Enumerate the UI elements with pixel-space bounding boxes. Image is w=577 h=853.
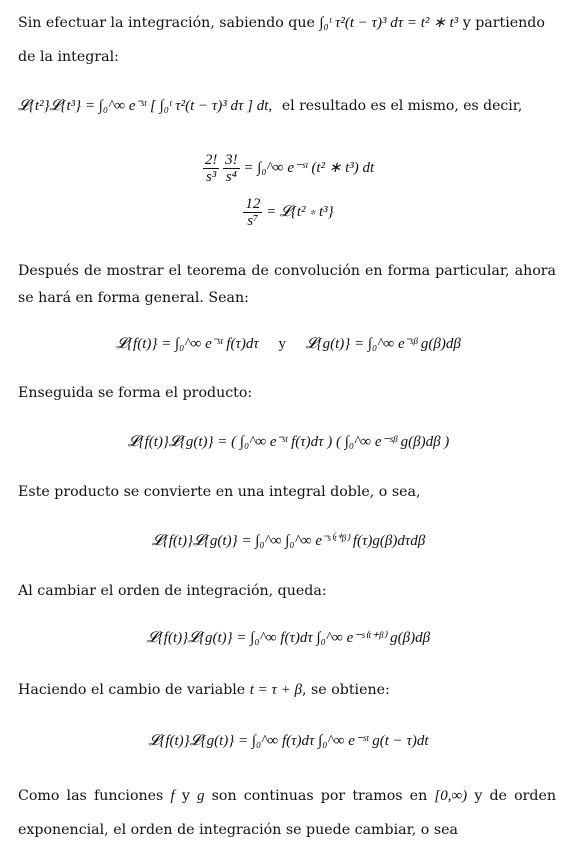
equation-cambio-formula: 𝓛{f(t)}𝓛{g(t)} = ∫₀^∞ f(τ)dτ ∫₀^∞ e⁻ˢᵗ g(t − τ)dt: [148, 733, 429, 749]
equation-doble-formula: 𝓛{f(t)}𝓛{g(t)} = ∫₀^∞ ∫₀^∞ e⁻ˢ⁽ᵗ⁺ᵝ⁾ f(τ)g(β)dτdβ: [151, 533, 426, 549]
equation-result-2: [0, 196, 577, 229]
equation-intro: [18, 92, 558, 120]
paragraph-final: [18, 779, 556, 847]
equation-orden-formula: 𝓛{f(t)}𝓛{g(t)} = ∫₀^∞ f(τ)dτ ∫₀^∞ e⁻ˢ⁽ᵗ⁺ᵝ⁾ g(β)dβ: [146, 630, 431, 646]
final-interval: [0,∞): [434, 788, 468, 804]
fraction-2-factorial: $\frac{2!}{\text{s³}}$: [204, 152, 218, 185]
equation-result-1: [0, 152, 577, 185]
final-f: f: [170, 788, 175, 804]
final-text-after: y de orden exponencial, el orden de integración se puede cambiar, o sea: [18, 788, 557, 838]
equation-result-2-rhs: = 𝓛{t² ∗ t³}: [266, 203, 334, 220]
paragraph-producto: Enseguida se forma el producto:: [18, 385, 253, 401]
intro-text-before: Sin efectuar la integración, sabiendo que: [18, 15, 315, 31]
equation-orden: [0, 624, 577, 652]
intro-text-after: y partiendo: [462, 15, 545, 31]
final-y: y: [181, 788, 190, 804]
paragraph-orden: Al cambiar el orden de integración, queda:: [18, 583, 327, 599]
equation-doble: [0, 527, 577, 555]
equation-producto: [0, 428, 577, 456]
equation-producto-formula: 𝓛{f(t)}𝓛{g(t)} = ( ∫₀^∞ e⁻ˢᵗ f(τ)dτ ) ( ∫₀^∞ e⁻ˢᵝ g(β)dβ ): [127, 434, 450, 450]
fraction-12: $\frac{12}{\text{s⁷}}$: [245, 196, 261, 229]
fraction-3-factorial: $\frac{3!}{\text{s⁴}}$: [225, 152, 238, 185]
intro-paragraph: [18, 6, 556, 74]
equation-intro-note: el resultado es el mismo, es decir,: [281, 98, 523, 114]
final-text-mid: son continuas por tramos en: [211, 788, 428, 804]
equation-intro-formula: 𝓛{t²}𝓛{t³} = ∫₀^∞ e⁻ˢᵗ [ ∫₀ᵗ τ²(t − τ)³ dτ ] dt,: [18, 98, 273, 114]
paragraph-cambio: [18, 673, 556, 707]
paragraph-general: Después de mostrar el teorema de convolución en forma particular, ahora se hará en forma general. Sean:: [18, 263, 556, 306]
intro-formula: ∫₀ᵗ τ²(t − τ)³ dτ = t² ∗ t³: [319, 15, 459, 31]
cambio-formula: t = τ + β: [249, 682, 302, 698]
final-text-before: Como las funciones: [18, 788, 164, 804]
final-g: g: [196, 788, 205, 804]
equation-sean-right: 𝓛{g(t)} = ∫₀^∞ e⁻ˢᵝ g(β)dβ: [305, 336, 461, 352]
paragraph-doble: Este producto se convierte en una integral doble, o sea,: [18, 484, 421, 500]
equation-result-1-rhs: = ∫₀^∞ e⁻ˢᵗ (t² ∗ t³) dt: [243, 159, 375, 176]
cambio-text-before: Haciendo el cambio de variable: [18, 682, 246, 698]
equation-sean: [0, 330, 577, 358]
intro-line2: de la integral:: [18, 49, 119, 65]
equation-sean-conj: y: [278, 336, 286, 352]
equation-cambio: [0, 727, 577, 755]
equation-sean-left: 𝓛{f(t)} = ∫₀^∞ e⁻ˢᵗ f(τ)dτ: [116, 336, 259, 352]
cambio-text-after: , se obtiene:: [302, 682, 390, 698]
